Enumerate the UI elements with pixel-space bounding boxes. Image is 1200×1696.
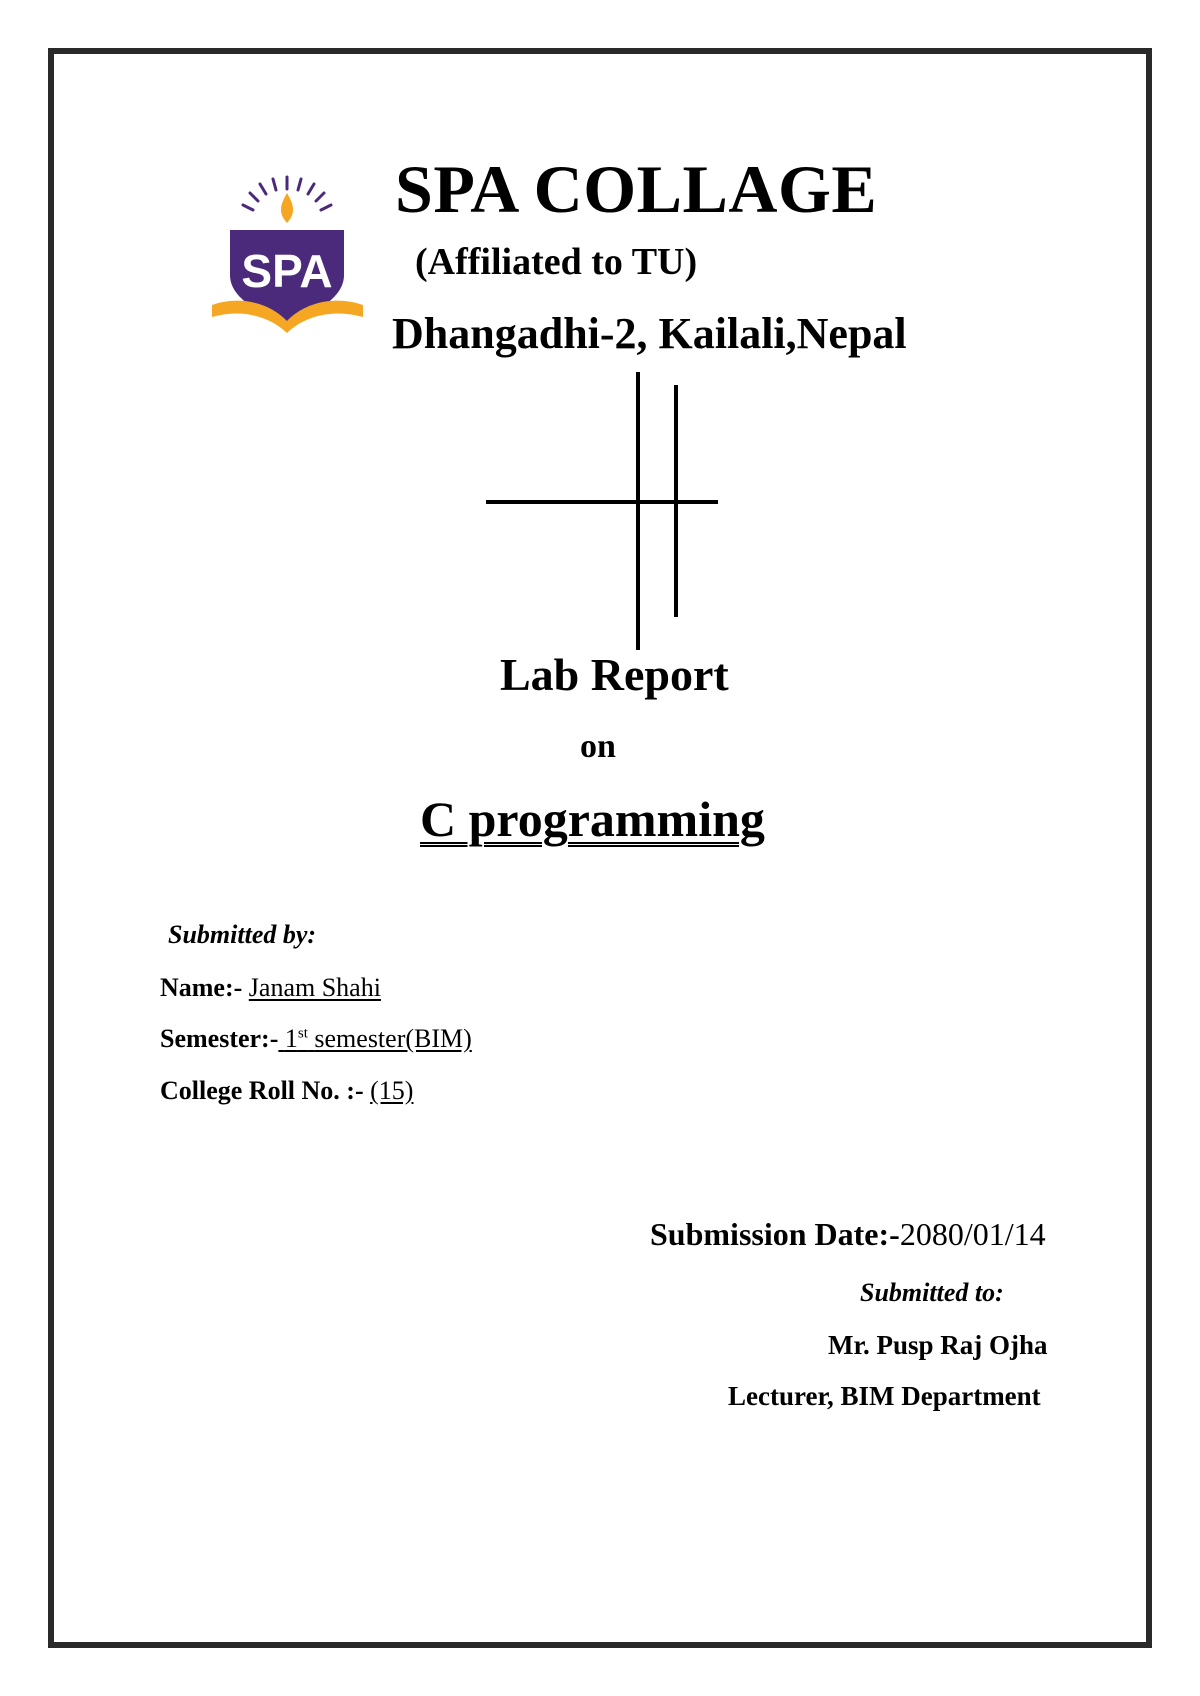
vertical-line-left (636, 372, 640, 650)
semester-field (160, 1024, 472, 1054)
semester-number: 1 (284, 1024, 298, 1053)
roll-field (160, 1076, 413, 1106)
semester-rest: semester(BIM) (314, 1024, 472, 1053)
affiliation: (Affiliated to TU) (415, 241, 698, 283)
report-on: on (580, 728, 616, 765)
submitted-to-heading: Submitted to: (860, 1278, 1004, 1307)
report-title: Lab Report (500, 649, 729, 700)
submitted-by-heading: Submitted by: (168, 920, 317, 949)
semester-label: Semester:- (160, 1024, 279, 1053)
supervisor-position: Lecturer, BIM Department (728, 1381, 1041, 1411)
name-label: Name:- (160, 973, 243, 1002)
name-value: Janam Shahi (248, 973, 381, 1002)
logo-text: SPA (241, 245, 333, 297)
semester-suffix: st (297, 1025, 308, 1042)
flame-icon (281, 193, 293, 223)
roll-label: College Roll No. :- (160, 1076, 364, 1105)
submission-date-label: Submission Date:- (650, 1216, 900, 1252)
roll-value: (15) (370, 1076, 414, 1105)
college-name: SPA COLLAGE (395, 151, 878, 227)
name-field (160, 973, 381, 1003)
supervisor-name: Mr. Pusp Raj Ojha (828, 1330, 1048, 1360)
submission-date-value: 2080/01/14 (899, 1216, 1046, 1252)
college-logo (210, 175, 365, 335)
semester-value (278, 1024, 471, 1053)
submission-date (650, 1216, 1046, 1253)
report-subject: C programming (420, 791, 765, 847)
college-address: Dhangadhi-2, Kailali,Nepal (392, 309, 907, 358)
horizontal-line (486, 500, 718, 504)
